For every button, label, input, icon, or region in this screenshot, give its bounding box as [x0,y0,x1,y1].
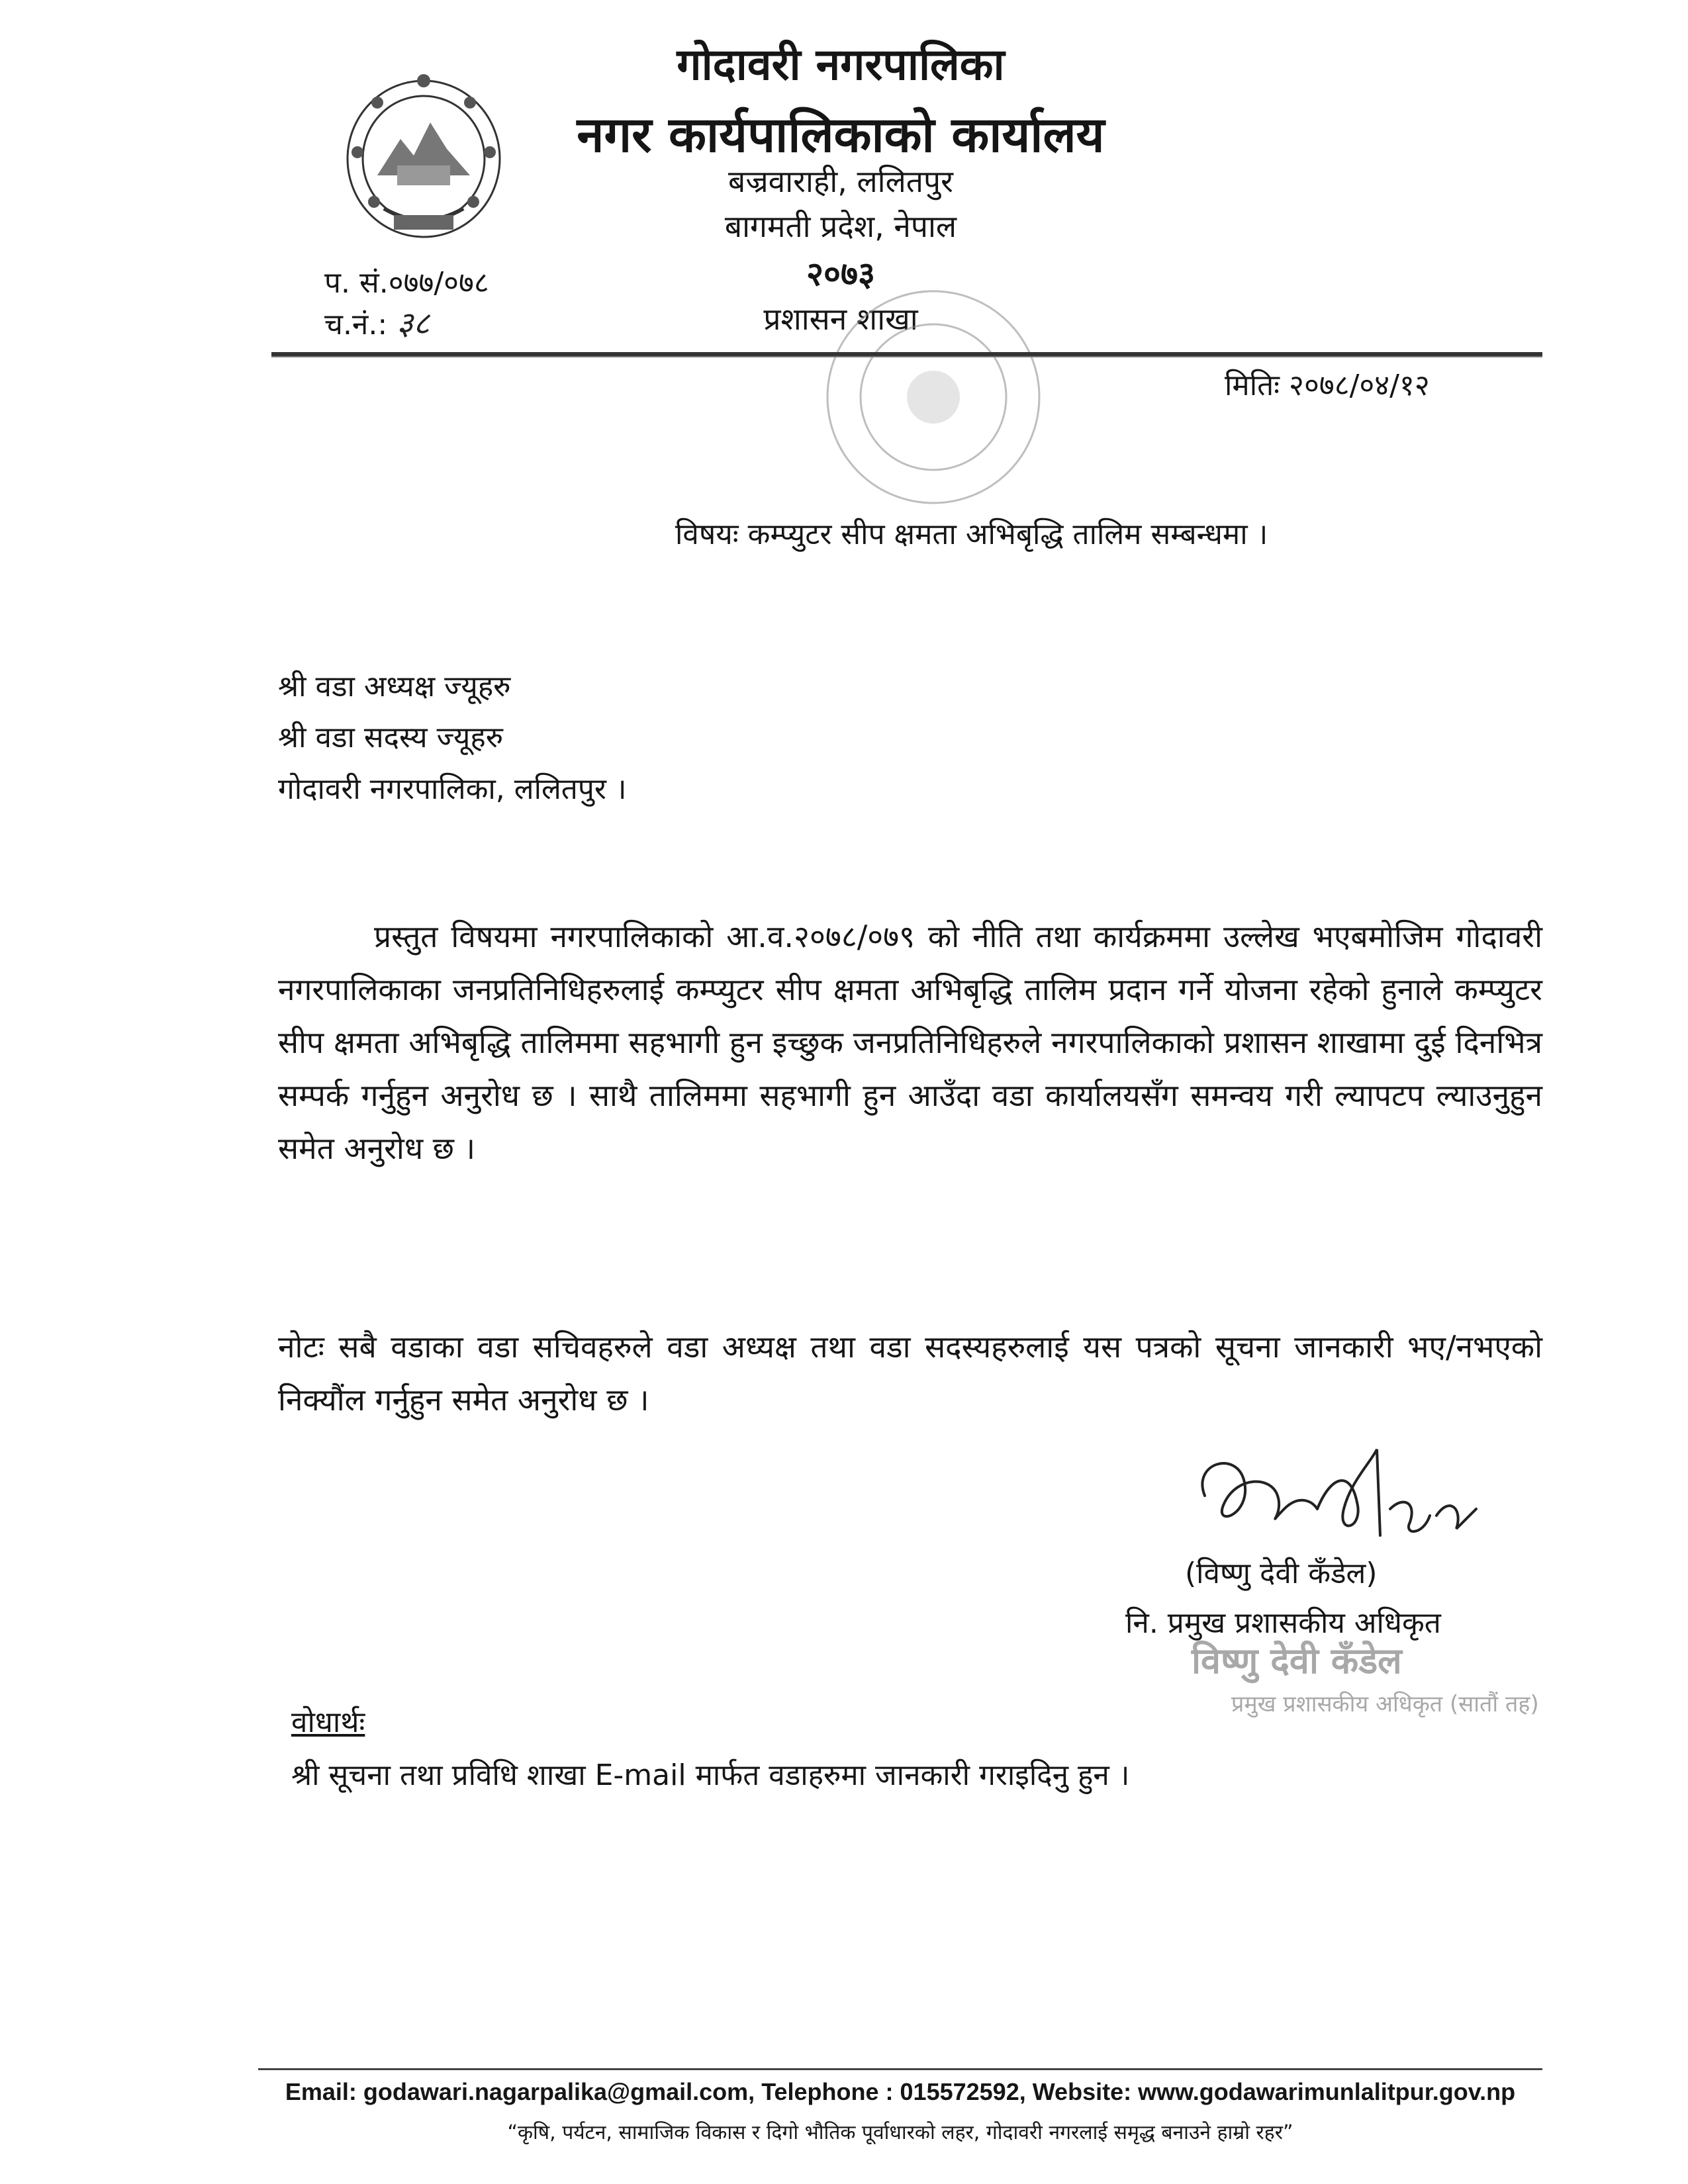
recipient-line-1: श्री वडा अध्यक्ष ज्यूहरु [278,670,511,704]
handwritten-signature [1185,1436,1496,1555]
branch-name: प्रशासन शाखा [763,301,918,337]
signatory-title: नि. प्रमुख प्रशासकीय अधिकृत [1125,1606,1441,1640]
body-paragraph: प्रस्तुत विषयमा नगरपालिकाको आ.व.२०७८/०७९ को नीति तथा कार्यक्रममा उल्लेख भएबमोजिम गोदावरी नगरपालिकाका जनप्रतिनिधिहरुलाई कम्प्युटर सीप क्षमता अभिबृद्धि तालिम प्रदान गर्ने योजना रहेको हुनाले कम्प्युटर सीप क्षमता अभिबृद्धि तालिममा सहभागी हुन इच्छुक जनप्रतिनिधिहरुले नगरपालिकाको प्रशासन शाखामा दुई दिनभित्र सम्पर्क गर्नुहुन अनुरोध छ । साथै तालिममा सहभागी हुन आउँदा वडा कार्यालयसँग समन्वय गरी ल्यापटप ल्याउनुहुन समेत अनुरोध छ । [278,919,1542,1166]
cc-line: श्री सूचना तथा प्रविधि शाखा E-mail मार्फत वडाहरुमा जानकारी गराइदिनु हुन । [291,1758,1130,1792]
address-line-1: बज्रवाराही, ललितपुर [728,163,953,199]
header-divider [271,352,1542,357]
letter-date: मितिः २०७८/०४/१२ [1225,369,1430,402]
letter-number: प. सं.०७७/०७८ [324,266,489,300]
stamp-designation: प्रमुख प्रशासकीय अधिकृत (सातौं तह) [1231,1691,1539,1717]
dispatch-number-row [324,301,430,344]
stamp-name: विष्णु देवी कँडेल [1192,1640,1402,1682]
footer-contact: Email: godawari.nagarpalika@gmail.com, Telephone : 015572592, Website: www.godawarimunlalitpur.gov.np [285,2078,1516,2105]
cc-heading: वोधार्थः [291,1706,365,1739]
dispatch-label: च.नं.: [324,308,388,341]
signatory-name: (विष्णु देवी कँडेल) [1185,1557,1378,1590]
footer-divider [258,2068,1542,2070]
established-year: २०७३ [806,255,875,293]
office-seal-stamp [814,278,1053,516]
recipient-line-2: श्री वडा सदस्य ज्यूहरु [278,721,504,754]
dispatch-number: ३८ [397,305,430,342]
municipality-name: गोदावरी नगरपालिका [677,39,1005,90]
footer-slogan: “कृषि, पर्यटन, सामाजिक विकास र दिगो भौतिक पूर्वाधारको लहर, गोदावरी नगरलाई समृद्ध बनाउने हाम्रो रहर” [507,2121,1293,2144]
subject-line: विषयः कम्प्युटर सीप क्षमता अभिबृद्धि तालिम सम्बन्धमा । [675,518,1268,551]
office-name: नगर कार्यपालिकाको कार्यालय [577,107,1105,163]
address-line-2: बागमती प्रदेश, नेपाल [724,208,957,244]
note-paragraph: नोटः सबै वडाका वडा सचिवहरुले वडा अध्यक्ष तथा वडा सदस्यहरुलाई यस पत्रको सूचना जानकारी भए/नभएको निक्यौंल गर्नुहुन समेत अनुरोध छ । [278,1329,1542,1418]
signatory-rubber-stamp [1192,1635,1539,1727]
recipient-line-3: गोदावरी नगरपालिका, ललितपुर । [278,772,627,806]
